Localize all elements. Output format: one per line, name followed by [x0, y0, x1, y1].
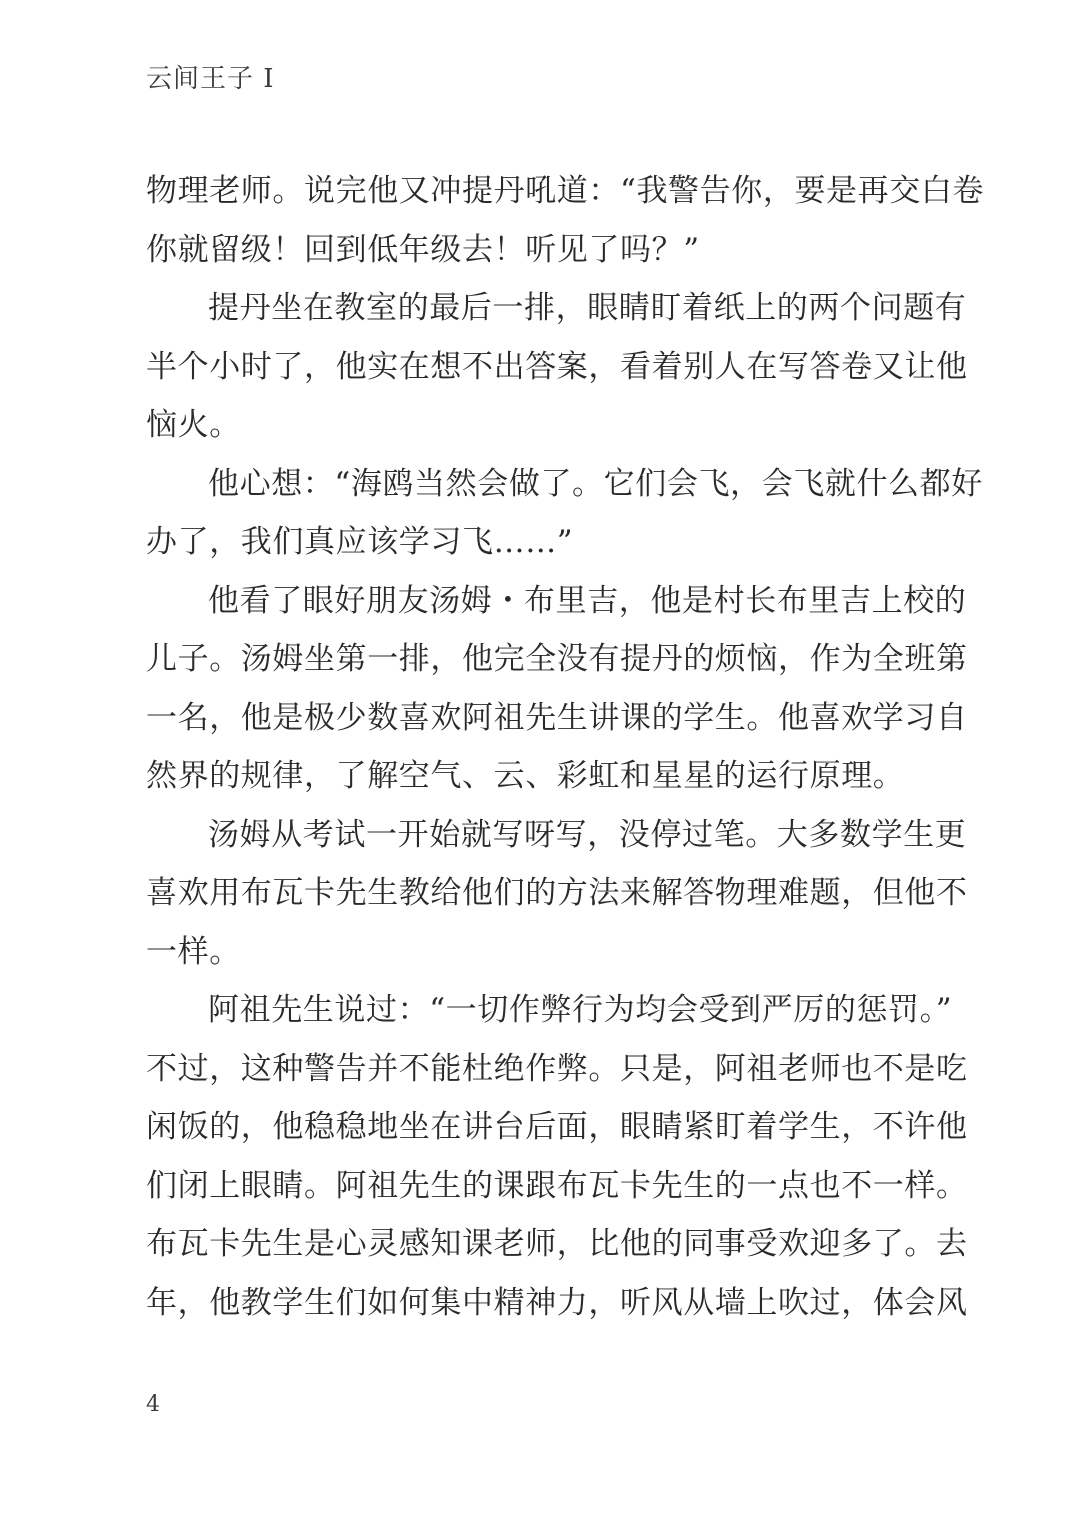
text-line: 半个小时了，他实在想不出答案，看着别人在写答卷又让他	[146, 348, 968, 385]
text-line: 一名，他是极少数喜欢阿祖先生讲课的学生。他喜欢学习自	[146, 699, 968, 736]
text-line: 一样。	[146, 933, 241, 970]
text-line: 他心想：“海鸥当然会做了。它们会飞，会飞就什么都好	[208, 465, 983, 502]
text-line: 办了，我们真应该学习飞……”	[146, 524, 574, 560]
text-line: 儿子。汤姆坐第一排，他完全没有提丹的烦恼，作为全班第	[146, 641, 968, 677]
text-line: 年，他教学生们如何集中精神力，听风从墙上吹过，体会风	[146, 1284, 968, 1321]
text-line: 汤姆从考试一开始就写呀写，没停过笔。大多数学生更	[208, 816, 967, 853]
text-line: 他看了眼好朋友汤姆・布里吉，他是村长布里吉上校的	[208, 582, 967, 619]
text-line: 物理老师。说完他又冲提丹吼道：“我警告你，要是再交白卷	[146, 173, 985, 209]
text-line: 阿祖先生说过：“一切作弊行为均会受到严厉的惩罚。”	[208, 992, 953, 1028]
text-line: 闲饭的，他稳稳地坐在讲台后面，眼睛紧盯着学生，不许他	[146, 1109, 968, 1145]
text-line: 提丹坐在教室的最后一排，眼睛盯着纸上的两个问题有	[208, 290, 967, 326]
text-line: 恼火。	[146, 407, 241, 443]
text-line: 不过，这种警告并不能杜绝作弊。只是，阿祖老师也不是吃	[146, 1050, 968, 1087]
text-line: 然界的规律，了解空气、云、彩虹和星星的运行原理。	[146, 758, 905, 794]
text-line: 们闭上眼睛。阿祖先生的课跟布瓦卡先生的一点也不一样。	[146, 1167, 968, 1204]
text-line: 布瓦卡先生是心灵感知课老师，比他的同事受欢迎多了。去	[146, 1226, 968, 1262]
body-text	[146, 162, 985, 1332]
text-line: 你就留级！回到低年级去！听见了吗？”	[146, 231, 700, 268]
text-line: 喜欢用布瓦卡先生教给他们的方法来解答物理难题，但他不	[146, 875, 968, 911]
page-number: 4	[146, 1392, 160, 1417]
running-head: 云间王子 I	[146, 64, 275, 94]
